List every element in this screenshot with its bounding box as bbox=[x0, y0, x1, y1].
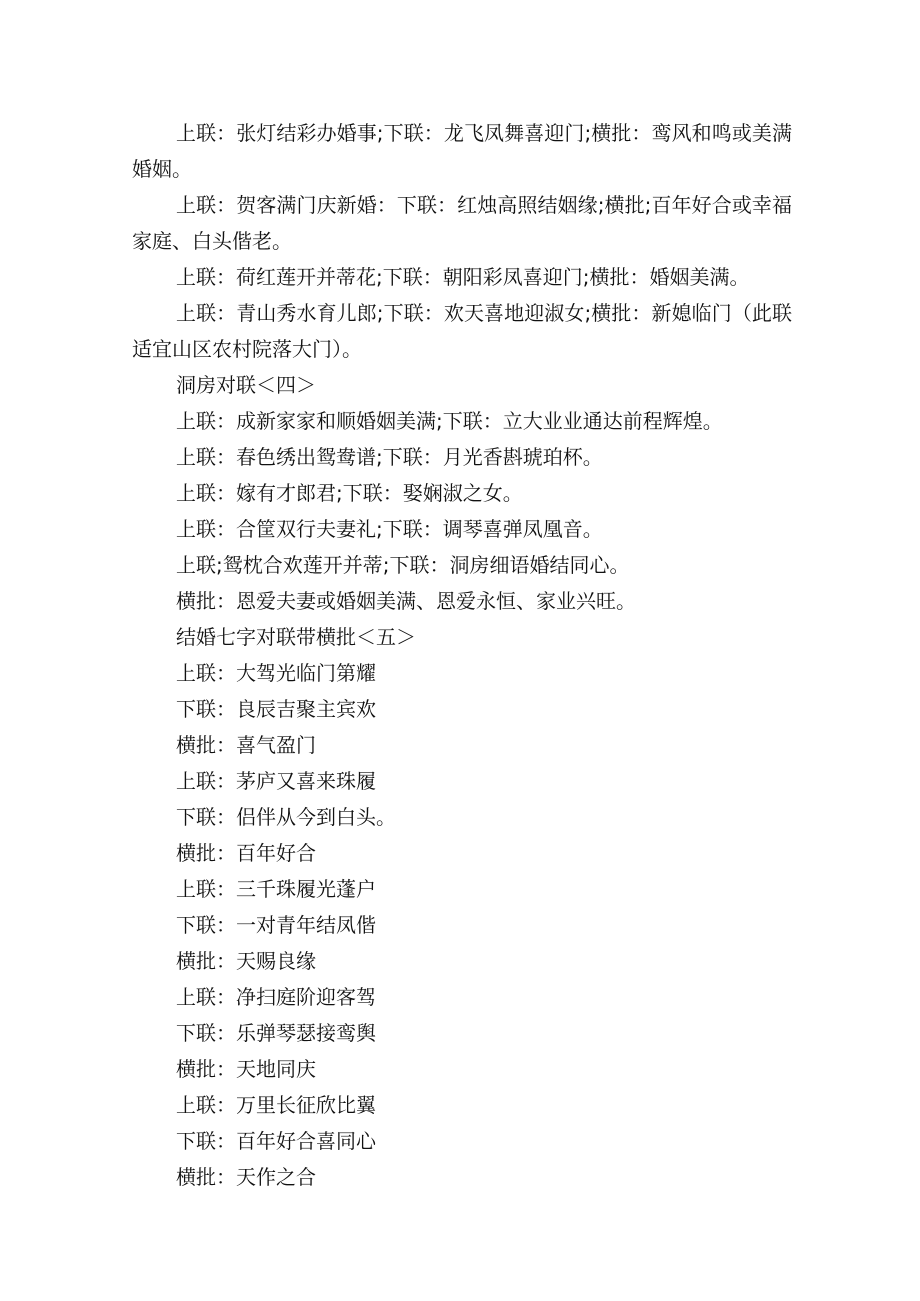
line-upper-5: 上联：万里长征欣比翼 bbox=[176, 1093, 376, 1117]
line-heng-pi-1: 横批：喜气盈门 bbox=[176, 733, 316, 757]
line-upper-2: 上联：茅庐又喜来珠履 bbox=[176, 769, 376, 793]
paragraph-couplet-2: 上联：贺客满门庆新婚：下联：红烛高照结姻缘;横批;百年好合或幸福家庭、白头偕老。 bbox=[132, 193, 792, 253]
line-lower-1: 下联：良辰吉聚主宾欢 bbox=[176, 697, 376, 721]
line-lower-2: 下联：侣伴从今到白头。 bbox=[176, 805, 396, 829]
line-upper-4: 上联：净扫庭阶迎客驾 bbox=[176, 985, 376, 1009]
section-heading-4: 洞房对联＜四＞ bbox=[176, 373, 316, 397]
paragraph-couplet-1: 上联：张灯结彩办婚事;下联：龙飞凤舞喜迎门;横批：鸾风和鸣或美满婚姻。 bbox=[132, 121, 792, 181]
line-heng-pi-4: 横批：天地同庆 bbox=[176, 1057, 316, 1081]
line-heng-pi-5: 横批：天作之合 bbox=[176, 1165, 316, 1189]
line-lower-4: 下联：乐弹琴瑟接鸾舆 bbox=[176, 1021, 376, 1045]
line-heng-pi-2: 横批：百年好合 bbox=[176, 841, 316, 865]
paragraph-couplet-3: 上联：荷红莲开并蒂花;下联：朝阳彩凤喜迎门;横批：婚姻美满。 bbox=[176, 265, 750, 289]
document-body bbox=[132, 115, 792, 1195]
line-upper-1: 上联：大驾光临门第耀 bbox=[176, 661, 376, 685]
paragraph-couplet-5: 上联：成新家家和顺婚姻美满;下联：立大业业通达前程辉煌。 bbox=[176, 409, 723, 433]
line-lower-5: 下联：百年好合喜同心 bbox=[176, 1129, 376, 1153]
paragraph-couplet-7: 上联：嫁有才郎君;下联：娶娴淑之女。 bbox=[176, 481, 523, 505]
line-heng-pi-3: 横批：天赐良缘 bbox=[176, 949, 316, 973]
line-upper-3: 上联：三千珠履光蓬户 bbox=[176, 877, 376, 901]
paragraph-couplet-8: 上联：合筐双行夫妻礼;下联：调琴喜弹凤凰音。 bbox=[176, 517, 603, 541]
paragraph-heng-pi: 横批：恩爱夫妻或婚姻美满、恩爱永恒、家业兴旺。 bbox=[176, 589, 636, 613]
paragraph-couplet-9: 上联;鸳枕合欢莲开并蒂;下联：洞房细语婚结同心。 bbox=[176, 553, 630, 577]
line-lower-3: 下联：一对青年结凤偕 bbox=[176, 913, 376, 937]
paragraph-couplet-4: 上联：青山秀水育儿郎;下联：欢天喜地迎淑女;横批：新媳临门（此联适宜山区农村院落大门）。 bbox=[132, 301, 792, 361]
paragraph-couplet-6: 上联：春色绣出鸳鸯谱;下联：月光香斟琥珀杯。 bbox=[176, 445, 603, 469]
section-heading-5: 结婚七字对联带横批＜五＞ bbox=[176, 625, 416, 649]
